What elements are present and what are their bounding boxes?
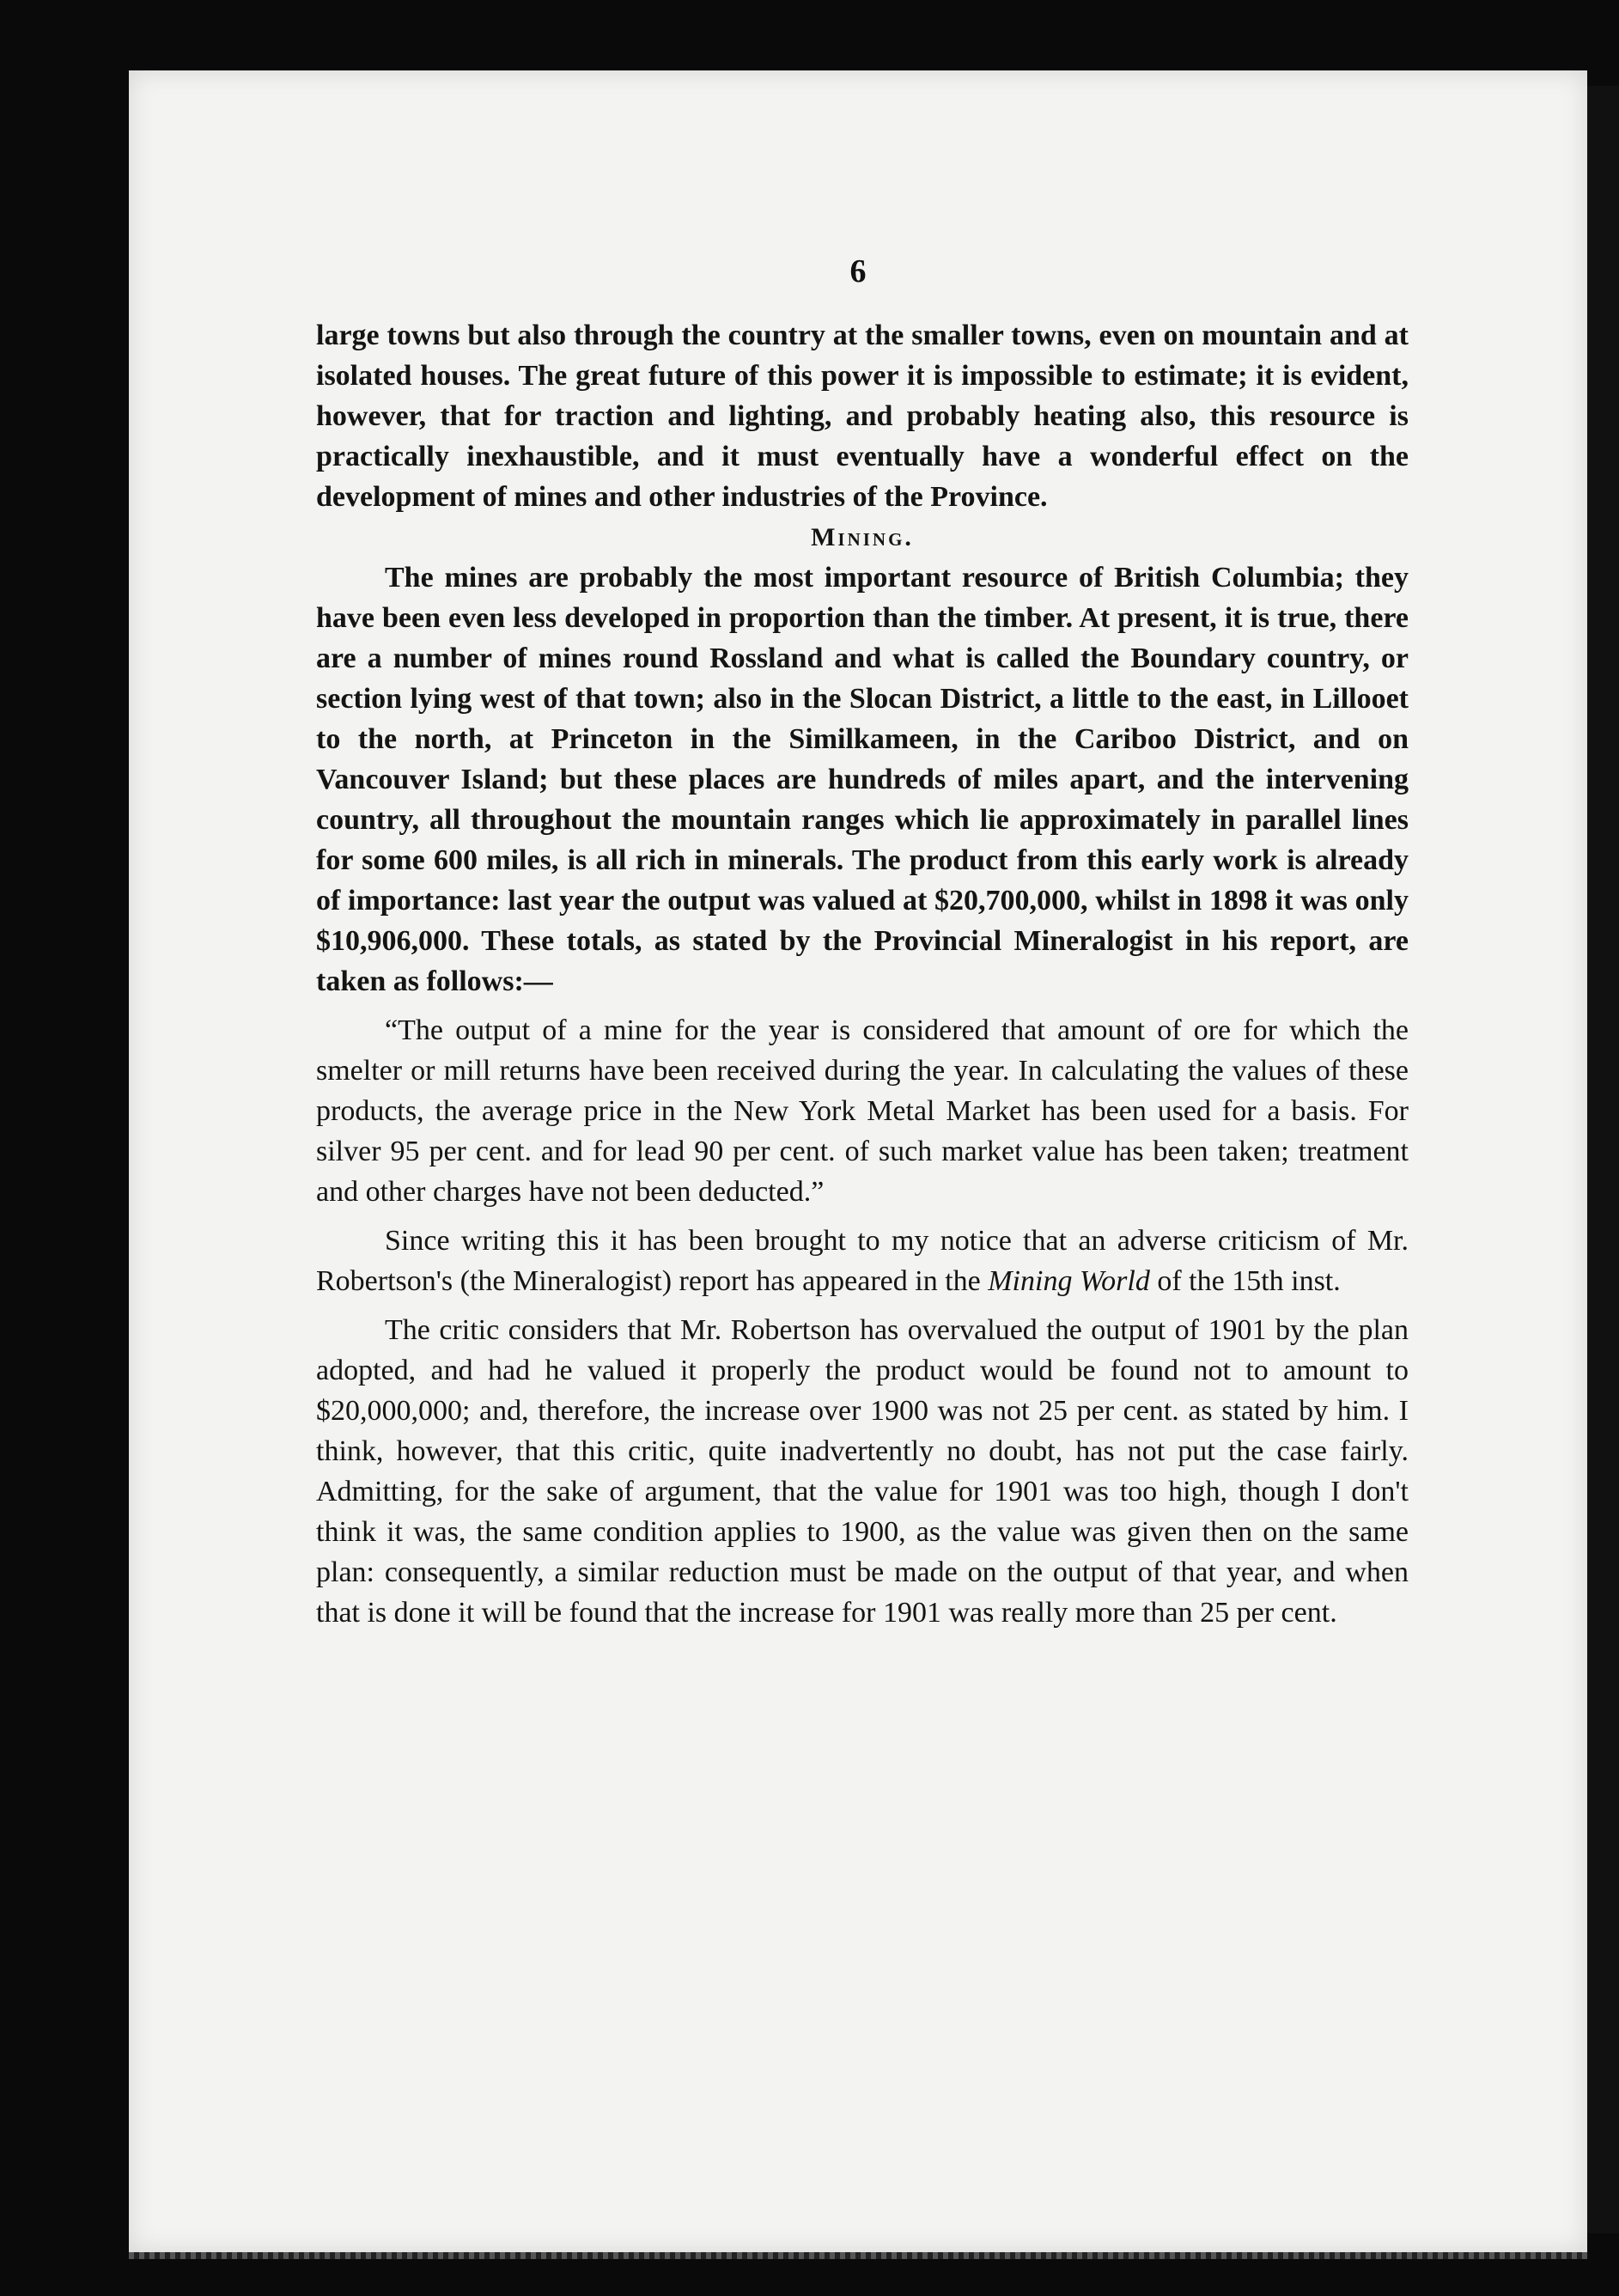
scan-bottom-edge	[129, 2252, 1587, 2259]
scan-border	[1587, 86, 1619, 2233]
publication-title: Mining World	[988, 1265, 1150, 1297]
criticism-text-end: of the 15th inst.	[1149, 1265, 1341, 1297]
quote-mineralogist: “The output of a mine for the year is considered that amount of ore for which the smelter or mill returns have been received during the year. In calculating the values of these products, the average price in the New York Metal Market has been used for a basis. For silver 95 per cent. and for lead 90 per cent. of such market value has been taken; treatment and other charges have not been deducted.”	[316, 1014, 1409, 1208]
criticism-text-start: Since writing this it has been brought to my notice that an adverse criticism of Mr. Robertson's (the Mineralogist) report has appeared in the	[316, 1225, 1409, 1297]
document-page	[129, 70, 1587, 2252]
section-heading-mining: Mining.	[811, 523, 914, 551]
paragraph-critic: The critic considers that Mr. Robertson has overvalued the output of 1901 by the plan adopted, and had he valued it properly the product would be found not to amount to $20,000,000; and, therefore, the increase over 1900 was not 25 per cent. as stated by him. I think, however, that this critic, quite inadvertently no doubt, has not put the case fairly. Admitting, for the sake of argument, that the value for 1901 was too high, though I don't think it was, the same condition applies to 1900, as the value was given then on the same plan: consequently, a similar reduction must be made on the output of that year, and when that is done it will be found that the increase for 1901 was really more than 25 per cent.	[316, 1314, 1409, 1629]
paragraph-power: large towns but also through the country at the smaller towns, even on mountain and at isolated houses. The great future of this power it is impossible to estimate; it is evident, however, that for traction and lighting, and probably heating also, this resource is practically inexhaustible, and it must eventually have a wonderful effect on the development of mines and other industries of the Province.	[316, 320, 1409, 513]
paragraph-criticism	[316, 1221, 1409, 1301]
paragraph-mines: The mines are probably the most important resource of British Columbia; they have been even less developed in proportion than the timber. At present, it is true, there are a number of mines round Rossland and what is called the Boundary country, or section lying west of that town; also in the Slocan District, a little to the east, in Lillooet to the north, at Princeton in the Similkameen, in the Cariboo District, and on Vancouver Island; but these places are hundreds of miles apart, and the intervening country, all throughout the mountain ranges which lie approximately in parallel lines for some 600 miles, is all rich in minerals. The product from this early work is already of importance: last year the output was valued at $20,700,000, whilst in 1898 it was only $10,906,000. These totals, as stated by the Provincial Mineralogist in his report, are taken as follows:—	[316, 562, 1409, 997]
page-body	[316, 315, 1409, 1633]
page-number: 6	[849, 253, 867, 289]
